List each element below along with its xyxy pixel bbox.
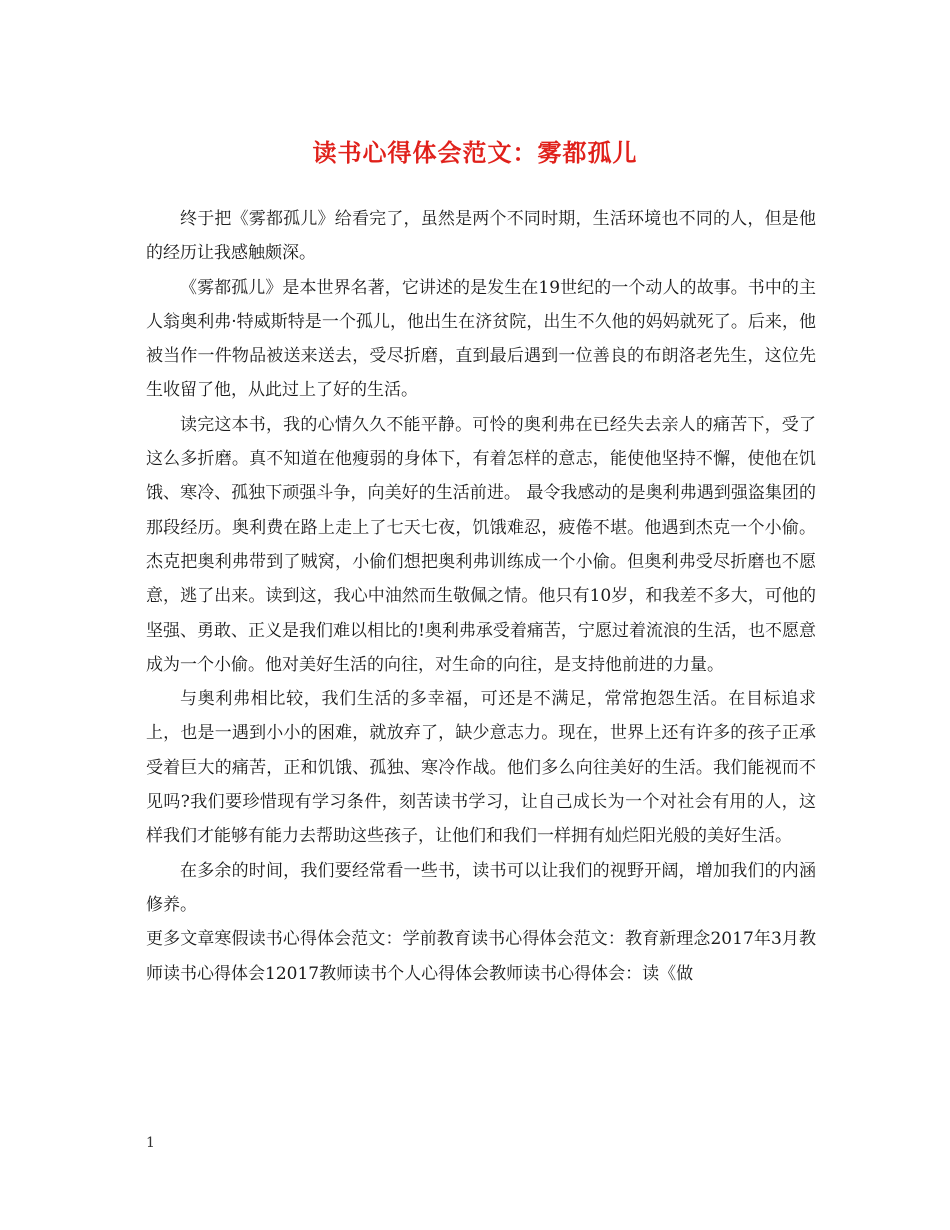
paragraph-2: 《雾都孤儿》是本世界名著，它讲述的是发生在19世纪的一个动人的故事。书中的主人翁奥利弗·特威斯特是一个孤儿，他出生在济贫院，出生不久他的妈妈就死了。后来，他被当作一件物品被送来送去，受尽折磨，直到最后遇到一位善良的布朗洛老先生，这位先生收留了他，从此过上了好的生活。 <box>146 277 816 401</box>
paragraph-3: 读完这本书，我的心情久久不能平静。可怜的奥利弗在已经失去亲人的痛苦下，受了这么多折磨。真不知道在他瘦弱的身体下，有着怎样的意志，能使他坚持不懈，使他在饥饿、寒冷、孤独下顽强斗争，向美好的生活前进。 最令我感动的是奥利弗遇到强盗集团的那段经历。奥利费在路上走上了七天七夜，饥饿难忍，疲倦不堪。他遇到杰克一个小偷。杰克把奥利弗带到了贼窝，小偷们想把奥利弗训练成一个小偷。但奥利弗受尽折磨也不愿意，逃了出来。读到这，我心中油然而生敬佩之情。他只有10岁，和我差不多大，可他的坚强、勇敢、正义是我们难以相比的!奥利弗承受着痛苦，宁愿过着流浪的生活，也不愿意成为一个小偷。他对美好生活的向往，对生命的向往，是支持他前进的力量。 <box>146 414 816 675</box>
paragraph-5: 在多余的时间，我们要经常看一些书，读书可以让我们的视野开阔，增加我们的内涵修养。 <box>146 860 816 915</box>
document-title: 读书心得体会范文：雾都孤儿 <box>312 138 638 167</box>
paragraph-1: 终于把《雾都孤儿》给看完了，虽然是两个不同时期，生活环境也不同的人，但是他的经历让我感触颇深。 <box>146 209 816 264</box>
page-number: 1 <box>146 1135 155 1151</box>
paragraph-more-articles: 更多文章寒假读书心得体会范文：学前教育读书心得体会范文：教育新理念2017年3月教师读书心得体会12017教师读书个人心得体会教师读书心得体会：读《做 <box>146 929 816 984</box>
document-body <box>146 202 816 991</box>
paragraph-4: 与奥利弗相比较，我们生活的多幸福，可还是不满足，常常抱怨生活。在目标追求上，也是一遇到小小的困难，就放弃了，缺少意志力。现在，世界上还有许多的孩子正承受着巨大的痛苦，正和饥饿、孤独、寒冷作战。他们多么向往美好的生活。我们能视而不见吗?我们要珍惜现有学习条件，刻苦读书学习，让自己成长为一个对社会有用的人，这样我们才能够有能力去帮助这些孩子，让他们和我们一样拥有灿烂阳光般的美好生活。 <box>146 689 816 847</box>
